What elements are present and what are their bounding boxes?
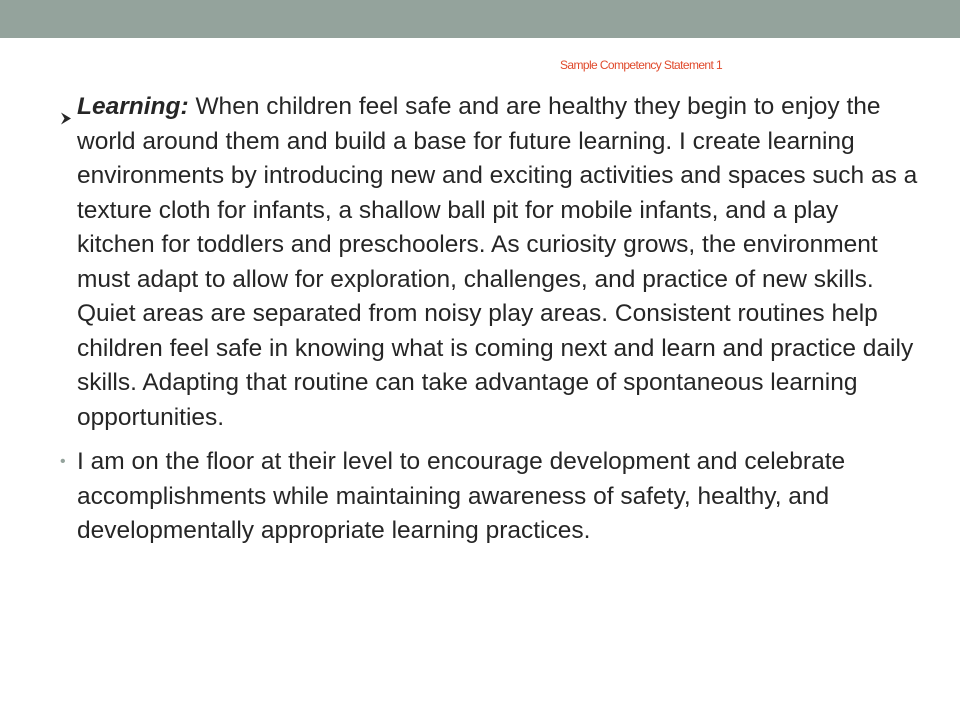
bullet-text: I am on the floor at their level to encourage development and celebrate accomplishments while maintaining awareness of safety, healthy, and developmentally appropriate learning practices. [77, 448, 846, 544]
slide-body [60, 90, 920, 549]
dot-bullet-icon: • [60, 453, 66, 470]
bullet-text: When children feel safe and are healthy they begin to enjoy the world around them and build a base for future learning. I create learning environments by introducing new and exciting activities and spaces such as a texture cloth for infants, a shallow ball pit for mobile infants, and a play kitchen for toddlers and preschoolers. As curiosity grows, the environment must adapt to allow for exploration, challenges, and practice of new skills. Quiet areas are separated from noisy play areas. Consistent routines help children feel safe in knowing what is coming next and learn and practice daily skills. Adapting that routine can take advantage of spontaneous learning opportunities. [77, 93, 918, 431]
arrow-bullet-icon [60, 101, 72, 114]
bullet-learning [60, 90, 920, 435]
bullet-term: Learning: [77, 93, 189, 120]
top-accent-bar [0, 0, 960, 38]
slide-title: Sample Competency Statement 1 [560, 58, 723, 72]
bullet-floor [60, 445, 920, 549]
